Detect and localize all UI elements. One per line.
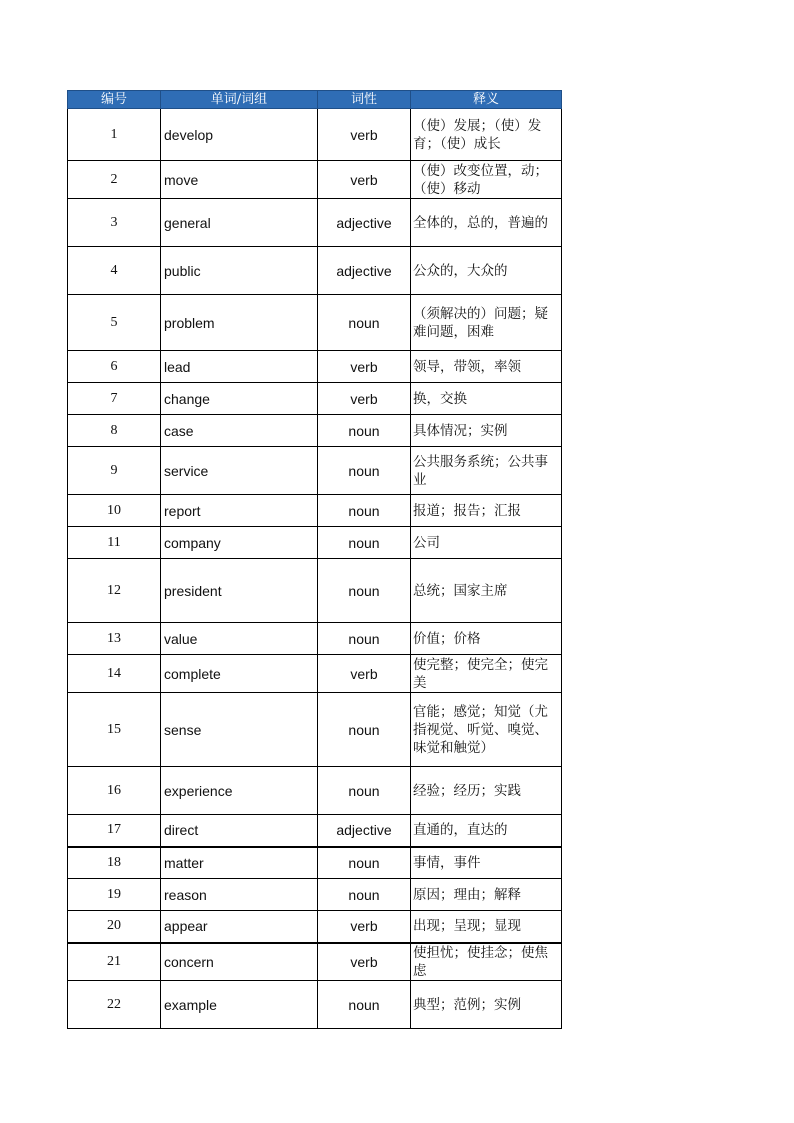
row-number: 3 [68,199,161,247]
row-definition: （须解决的）问题；疑难问题，困难 [411,295,562,351]
row-word: general [161,199,318,247]
row-part-of-speech: verb [318,655,411,693]
table-row [68,693,562,767]
table-row [68,495,562,527]
row-definition: 经验；经历；实践 [411,767,562,815]
row-part-of-speech: verb [318,383,411,415]
row-word: company [161,527,318,559]
row-part-of-speech: adjective [318,247,411,295]
table-row [68,847,562,879]
row-definition: 公众的，大众的 [411,247,562,295]
row-number: 4 [68,247,161,295]
row-part-of-speech: noun [318,559,411,623]
row-word: develop [161,109,318,161]
row-definition: 换，交换 [411,383,562,415]
table-row [68,879,562,911]
table-row [68,943,562,981]
row-word: change [161,383,318,415]
header-word: 单词/词组 [161,91,318,109]
row-word: reason [161,879,318,911]
table-row [68,767,562,815]
row-number: 2 [68,161,161,199]
row-part-of-speech: verb [318,911,411,943]
row-part-of-speech: adjective [318,199,411,247]
row-definition: 直通的，直达的 [411,815,562,847]
vocabulary-table [67,90,562,1029]
row-definition: （使）发展；（使）发育；（使）成长 [411,109,562,161]
row-number: 14 [68,655,161,693]
row-part-of-speech: noun [318,693,411,767]
row-definition: 出现；呈现；显现 [411,911,562,943]
row-part-of-speech: noun [318,767,411,815]
table-row [68,415,562,447]
table-row [68,351,562,383]
table-row [68,447,562,495]
table-row [68,247,562,295]
table-row [68,161,562,199]
table-row [68,655,562,693]
table-row [68,295,562,351]
row-number: 21 [68,943,161,981]
table-row [68,981,562,1029]
row-number: 15 [68,693,161,767]
row-number: 13 [68,623,161,655]
row-part-of-speech: noun [318,847,411,879]
row-definition: 全体的，总的，普遍的 [411,199,562,247]
row-word: problem [161,295,318,351]
row-number: 11 [68,527,161,559]
row-number: 20 [68,911,161,943]
row-word: move [161,161,318,199]
row-number: 6 [68,351,161,383]
row-number: 8 [68,415,161,447]
row-part-of-speech: noun [318,295,411,351]
row-number: 10 [68,495,161,527]
row-part-of-speech: verb [318,161,411,199]
row-part-of-speech: noun [318,527,411,559]
row-word: value [161,623,318,655]
row-definition: 总统；国家主席 [411,559,562,623]
row-definition: 报道；报告；汇报 [411,495,562,527]
row-number: 9 [68,447,161,495]
row-definition: 使完整；使完全；使完美 [411,655,562,693]
row-definition: 官能；感觉；知觉（尤指视觉、听觉、嗅觉、味觉和触觉） [411,693,562,767]
row-word: sense [161,693,318,767]
row-number: 18 [68,847,161,879]
row-number: 22 [68,981,161,1029]
row-word: matter [161,847,318,879]
table-row [68,815,562,847]
header-part-of-speech: 词性 [318,91,411,109]
row-part-of-speech: noun [318,879,411,911]
row-number: 5 [68,295,161,351]
row-word: public [161,247,318,295]
row-part-of-speech: noun [318,415,411,447]
row-definition: （使）改变位置，动；（使）移动 [411,161,562,199]
row-part-of-speech: verb [318,109,411,161]
row-definition: 使担忧；使挂念；使焦虑 [411,943,562,981]
row-word: lead [161,351,318,383]
row-number: 19 [68,879,161,911]
row-word: concern [161,943,318,981]
row-definition: 事情，事件 [411,847,562,879]
row-definition: 公共服务系统；公共事业 [411,447,562,495]
table-row [68,199,562,247]
row-part-of-speech: adjective [318,815,411,847]
row-word: appear [161,911,318,943]
row-definition: 典型；范例；实例 [411,981,562,1029]
table-row [68,527,562,559]
row-definition: 价值；价格 [411,623,562,655]
row-part-of-speech: noun [318,447,411,495]
row-definition: 原因；理由；解释 [411,879,562,911]
row-number: 16 [68,767,161,815]
row-number: 12 [68,559,161,623]
row-part-of-speech: noun [318,495,411,527]
row-number: 7 [68,383,161,415]
row-part-of-speech: verb [318,351,411,383]
header-definition: 释义 [411,91,562,109]
table-row [68,911,562,943]
table-header-row [68,91,562,109]
row-word: example [161,981,318,1029]
row-part-of-speech: verb [318,943,411,981]
row-word: president [161,559,318,623]
row-number: 17 [68,815,161,847]
row-word: experience [161,767,318,815]
table-row [68,623,562,655]
row-number: 1 [68,109,161,161]
row-part-of-speech: noun [318,981,411,1029]
row-word: direct [161,815,318,847]
header-number: 编号 [68,91,161,109]
table-row [68,559,562,623]
row-word: service [161,447,318,495]
row-definition: 领导，带领，率领 [411,351,562,383]
table-row [68,383,562,415]
row-word: complete [161,655,318,693]
row-definition: 公司 [411,527,562,559]
row-part-of-speech: noun [318,623,411,655]
row-definition: 具体情况；实例 [411,415,562,447]
table-row [68,109,562,161]
row-word: report [161,495,318,527]
row-word: case [161,415,318,447]
table-body [68,109,562,1029]
